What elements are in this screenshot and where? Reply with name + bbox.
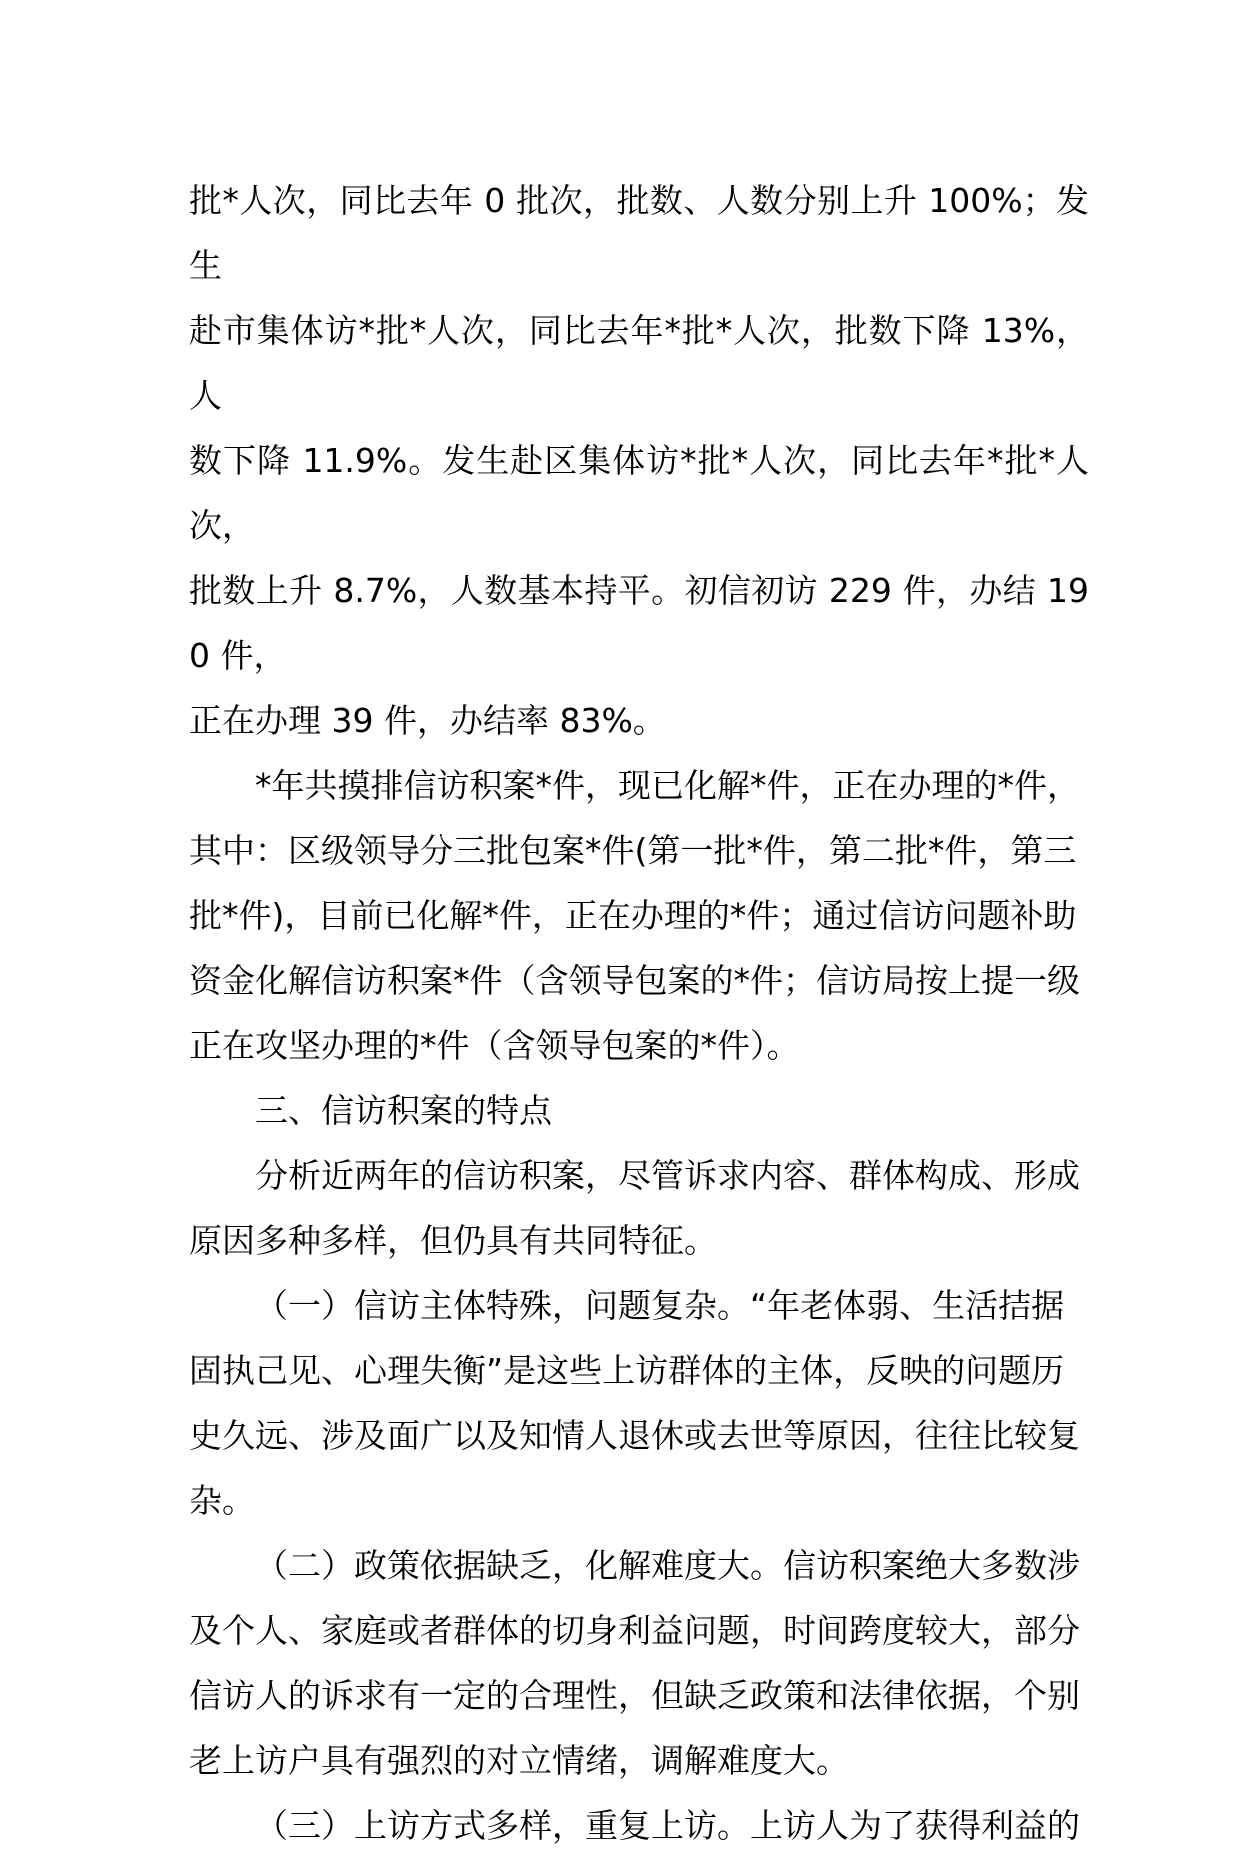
paragraph bbox=[189, 1533, 1089, 1793]
text-line: 原因多种多样，但仍具有共同特征。 bbox=[189, 1221, 717, 1260]
text-line: （三）上访方式多样，重复上访。上访人为了获得利益的 bbox=[255, 1806, 1080, 1845]
text-line: 其中：区级领导分三批包案*件(第一批*件，第二批*件，第三 bbox=[189, 831, 1077, 870]
text-line: 资金化解信访积案*件（含领导包案的*件；信访局按上提一级 bbox=[189, 961, 1080, 1000]
text-line: （二）政策依据缺乏，化解难度大。信访积案绝大多数涉 bbox=[255, 1546, 1080, 1585]
text-line: 批*件)，目前已化解*件，正在办理的*件；通过信访问题补助 bbox=[189, 896, 1077, 935]
text-line: 老上访户具有强烈的对立情绪，调解难度大。 bbox=[189, 1741, 849, 1780]
text-line: 正在攻坚办理的*件（含领导包案的*件）。 bbox=[189, 1026, 800, 1065]
paragraph bbox=[189, 1273, 1089, 1533]
text-line: 信访人的诉求有一定的合理性，但缺乏政策和法律依据，个别 bbox=[189, 1676, 1080, 1715]
document-page bbox=[189, 168, 1089, 1858]
text-line: 数下降 11.9%。发生赴区集体访*批*人次，同比去年*批*人次， bbox=[189, 441, 1089, 545]
paragraph bbox=[189, 1078, 1089, 1143]
text-line: 批*人次，同比去年 0 批次，批数、人数分别上升 100%；发生 bbox=[189, 181, 1089, 285]
text-line: 分析近两年的信访积案，尽管诉求内容、群体构成、形成 bbox=[255, 1156, 1080, 1195]
paragraph bbox=[189, 753, 1089, 1078]
text-line: （一）信访主体特殊，问题复杂。“年老体弱、生活拮据 bbox=[255, 1286, 1065, 1325]
text-line: 杂。 bbox=[189, 1481, 255, 1520]
text-line: 史久远、涉及面广以及知情人退休或去世等原因，往往比较复 bbox=[189, 1416, 1080, 1455]
paragraph bbox=[189, 1143, 1089, 1273]
paragraph bbox=[189, 168, 1089, 753]
text-line: 赴市集体访*批*人次，同比去年*批*人次，批数下降 13%，人 bbox=[189, 311, 1089, 415]
text-line: 三、信访积案的特点 bbox=[255, 1091, 552, 1130]
text-line: 正在办理 39 件，办结率 83%。 bbox=[189, 701, 666, 740]
text-line: 批数上升 8.7%，人数基本持平。初信初访 229 件，办结 190 件， bbox=[189, 571, 1089, 675]
text-line: 及个人、家庭或者群体的切身利益问题，时间跨度较大，部分 bbox=[189, 1611, 1080, 1650]
text-line: *年共摸排信访积案*件，现已化解*件，正在办理的*件， bbox=[255, 766, 1080, 805]
text-line: 固执己见、心理失衡”是这些上访群体的主体，反映的问题历 bbox=[189, 1351, 1065, 1390]
paragraph bbox=[189, 1793, 1089, 1858]
